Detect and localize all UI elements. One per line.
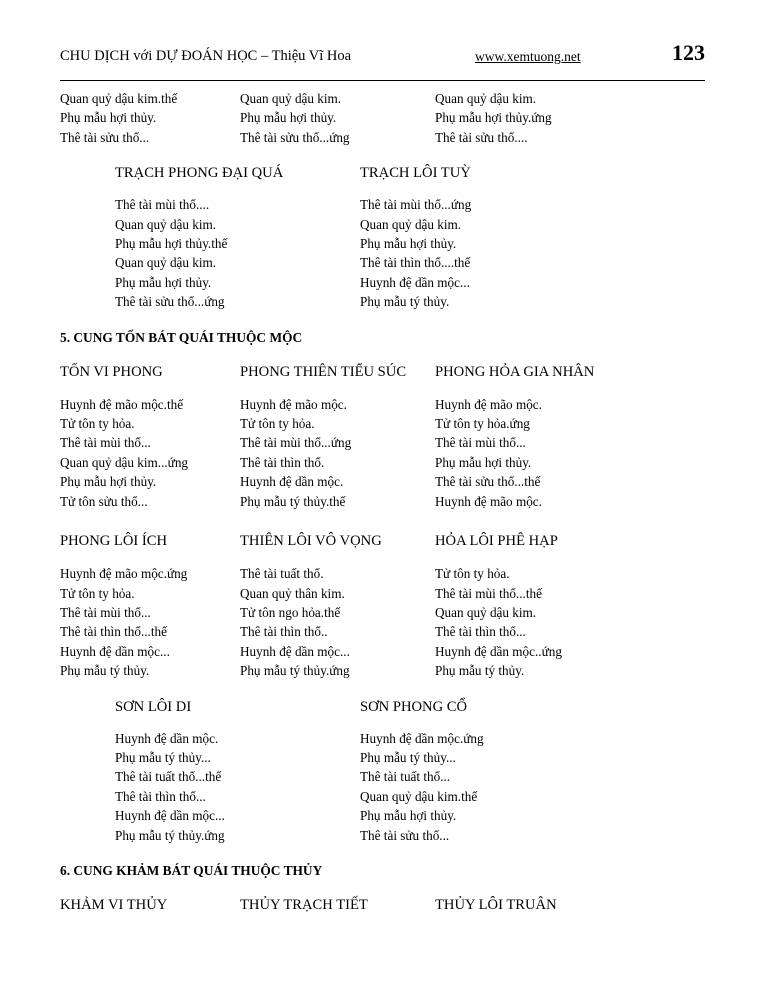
hexagram-pair-lines-1: [60, 195, 705, 311]
line-item: Thê tài mùi thổ...: [60, 435, 151, 451]
line-item: Thê tài thìn thổ....thế: [360, 255, 471, 271]
line-item: Phụ mẫu tý thủy...: [115, 749, 211, 765]
line-item: Huynh đệ mão mộc.: [435, 396, 542, 412]
section5-pair-lines: [60, 729, 705, 845]
line-item: Huynh đệ dần mộc.: [115, 730, 219, 746]
section-heading-6: 6. CUNG KHẢM BÁT QUÁI THUỘC THỦY: [60, 862, 323, 878]
line-item: Thê tài sửu thổ...: [60, 129, 150, 145]
line-item: Phụ mẫu tý thủy.ứng: [115, 827, 225, 843]
line-item: Huynh đệ mão mộc.: [240, 396, 347, 412]
line-item: Tử tôn ty hỏa.ứng: [435, 416, 530, 432]
page-number: 123: [672, 40, 705, 65]
line-item: Huynh đệ dần mộc...: [115, 808, 225, 824]
line-item: Thê tài thìn thổ...thế: [60, 624, 167, 640]
pair-column-right: [360, 195, 705, 311]
row2-column-3: [435, 564, 705, 680]
hexagram-title: HỎA LÔI PHÊ HẠP: [435, 533, 558, 550]
line-item: Thê tài thìn thổ...: [115, 788, 206, 804]
line-item: Phụ mẫu hợi thủy.ứng: [435, 110, 552, 126]
pair-column-left: [115, 195, 360, 311]
hexagram-title: SƠN PHONG CỔ: [360, 698, 468, 715]
line-item: Thê tài sửu thổ...: [360, 827, 450, 843]
line-item: Huynh đệ dần mộc..ứng: [435, 643, 562, 659]
line-item: Thê tài mùi thổ...: [60, 604, 151, 620]
line-item: Quan quỷ thân kim.: [240, 585, 345, 601]
line-item: Huynh đệ mão mộc.thế: [60, 396, 184, 412]
hexagram-title: THIÊN LÔI VÔ VỌNG: [240, 533, 382, 550]
line-item: Tử tôn ty hỏa.: [240, 416, 315, 432]
hexagram-title: PHONG HỎA GIA NHÂN: [435, 363, 595, 380]
line-item: Huynh đệ mão mộc.ứng: [60, 566, 188, 582]
line-item: Thê tài tuất thổ...: [360, 769, 451, 785]
line-item: Quan quỷ dậu kim.: [115, 255, 217, 271]
line-item: Thê tài mùi thổ...: [435, 435, 526, 451]
section-heading-5: 5. CUNG TỐN BÁT QUÁI THUỘC MỘC: [60, 329, 303, 345]
hexagram-pair-titles-1: [60, 165, 705, 189]
line-item: Quan quỷ dậu kim.: [115, 216, 217, 232]
section5-row1-lines: [60, 395, 705, 511]
line-item: Phụ mẫu tý thủy.: [360, 294, 450, 310]
hexagram-title: PHONG THIÊN TIỂU SÚC: [240, 363, 407, 380]
line-item: Quan quỷ dậu kim.: [240, 91, 342, 106]
line-item: Quan quỷ dậu kim.: [435, 91, 537, 106]
top-column-1: [60, 89, 240, 147]
line-item: Phụ mẫu hợi thủy.: [60, 110, 157, 126]
line-item: Phụ mẫu hợi thủy.: [60, 474, 157, 490]
line-item: Thê tài thìn thổ...: [435, 624, 526, 640]
hexagram-title: TRẠCH LÔI TUỲ: [360, 165, 471, 182]
line-item: Phụ mẫu hợi thủy.: [115, 274, 212, 290]
line-item: Thê tài sửu thổ...thế: [435, 474, 541, 490]
line-item: Quan quỷ dậu kim.thế: [60, 91, 178, 106]
top-column-3: [435, 89, 705, 147]
hexagram-title: THỦY LÔI TRUÂN: [435, 896, 557, 913]
line-item: Phụ mẫu tý thủy.: [60, 663, 150, 679]
hexagram-title: PHONG LÔI ÍCH: [60, 533, 168, 550]
line-item: Phụ mẫu hợi thủy.: [240, 110, 337, 126]
row2-column-1: [60, 564, 240, 680]
line-item: Thê tài mùi thổ...thế: [435, 585, 542, 601]
line-item: Thê tài thìn thổ.: [240, 454, 325, 470]
line-item: Thê tài tuất thổ...thế: [115, 769, 222, 785]
line-item: Phụ mẫu hợi thủy.: [360, 236, 457, 252]
line-item: Phụ mẫu hợi thủy.: [360, 808, 457, 824]
top-column-2: [240, 89, 435, 147]
line-item: Quan quỷ dậu kim.: [435, 604, 537, 620]
line-item: Tử tôn ty hỏa.: [435, 566, 510, 582]
line-item: Huynh đệ dần mộc.: [240, 474, 344, 490]
section5-pair-titles: [60, 699, 705, 723]
line-item: Quan quỷ dậu kim.thế: [360, 788, 478, 804]
line-item: Phụ mẫu hợi thủy.: [435, 454, 532, 470]
hexagram-title: TỐN VI PHONG: [60, 363, 163, 380]
line-item: Thê tài sửu thổ...ứng: [115, 294, 225, 310]
line-item: Thê tài tuất thổ.: [240, 566, 324, 582]
line-item: Phụ mẫu tý thủy.ứng: [240, 663, 350, 679]
row2-column-2: [240, 564, 435, 680]
line-item: Huynh đệ dần mộc...: [360, 274, 470, 290]
line-item: Huynh đệ dần mộc.ứng: [360, 730, 484, 746]
section5-row2-titles: [60, 533, 705, 550]
line-item: Tử tôn ngo hỏa.thế: [240, 604, 341, 620]
line-item: Tử tôn sửu thổ...: [60, 493, 148, 509]
pair-column-right: [360, 729, 705, 845]
line-item: Thê tài thìn thổ..: [240, 624, 328, 640]
line-item: Tử tôn ty hỏa.: [60, 585, 135, 601]
line-item: Thê tài mùi thổ...ứng: [240, 435, 352, 451]
line-item: Thê tài mùi thổ...ứng: [360, 197, 472, 213]
hexagram-title: KHẢM VI THỦY: [60, 896, 168, 913]
line-item: Phụ mẫu hợi thủy.thế: [115, 236, 228, 252]
header-divider: [60, 80, 705, 81]
hexagram-title: TRẠCH PHONG ĐẠI QUÁ: [115, 165, 284, 182]
section5-row1-titles: [60, 364, 705, 381]
book-title: CHU DỊCH với DỰ ĐOÁN HỌC – Thiệu Vĩ Hoa: [60, 48, 352, 64]
line-item: Thê tài mùi thổ....: [115, 197, 210, 213]
row1-column-2: [240, 395, 435, 511]
top-line-group: [60, 89, 705, 147]
pair-column-left: [115, 729, 360, 845]
row1-column-3: [435, 395, 705, 511]
line-item: Phụ mẫu tý thủy.: [435, 663, 525, 679]
line-item: Huynh đệ dần mộc...: [240, 643, 350, 659]
section5-row2-lines: [60, 564, 705, 680]
line-item: Phụ mẫu tý thủy...: [360, 749, 456, 765]
section6-row1-titles: [60, 897, 705, 914]
line-item: Phụ mẫu tý thủy.thế: [240, 493, 346, 509]
hexagram-title: THỦY TRẠCH TIẾT: [240, 896, 368, 913]
website-link[interactable]: www.xemtuong.net: [475, 49, 581, 64]
line-item: Quan quỷ dậu kim...ứng: [60, 454, 189, 470]
row1-column-1: [60, 395, 240, 511]
line-item: Thê tài sửu thổ....: [435, 129, 528, 145]
line-item: Quan quỷ dậu kim.: [360, 216, 462, 232]
page-header: [60, 40, 705, 78]
line-item: Huynh đệ dần mộc...: [60, 643, 170, 659]
line-item: Tử tôn ty hỏa.: [60, 416, 135, 432]
hexagram-title: SƠN LÔI DI: [115, 698, 192, 715]
line-item: Thê tài sửu thổ...ứng: [240, 129, 350, 145]
line-item: Huynh đệ mão mộc.: [435, 493, 542, 509]
